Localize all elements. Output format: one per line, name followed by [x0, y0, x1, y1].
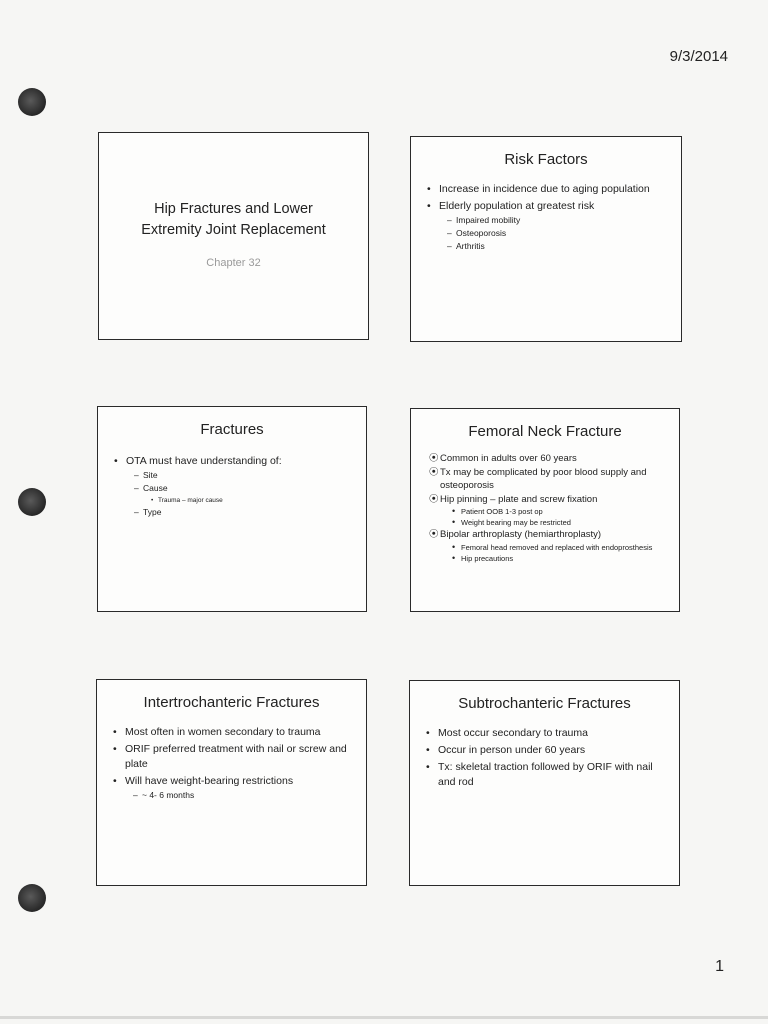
page-date: 9/3/2014 — [669, 48, 728, 65]
slide-title: Fractures — [200, 421, 264, 438]
slide-intertrochanteric-fractures — [96, 679, 367, 886]
bullet-list — [410, 726, 679, 790]
page-number: 1 — [715, 958, 724, 975]
sub-bullet-list — [126, 469, 350, 519]
bullet-item: • Tx: skeletal traction followed by ORIF with nail and rod — [426, 760, 663, 790]
bullet-list — [411, 452, 679, 564]
bullet-list — [98, 454, 366, 519]
slide-femoral-neck-fracture — [410, 408, 680, 612]
slide-title: Femoral Neck Fracture — [468, 423, 622, 440]
sub-bullet-list — [439, 214, 665, 253]
sub-bullet-item: • Patient OOB 1-3 post op — [452, 506, 665, 517]
bullet-item: • Most often in women secondary to trauma — [113, 725, 350, 740]
sub-bullet-item: – Osteoporosis — [447, 227, 665, 240]
slide-fractures — [97, 406, 367, 612]
bullet-item: • Most occur secondary to trauma — [426, 726, 663, 741]
sub-bullet-item: • Weight bearing may be restricted — [452, 517, 665, 528]
sub-bullet-item: – Site — [134, 469, 350, 482]
sub-bullet-list — [440, 506, 665, 528]
sub-bullet-item: – Arthritis — [447, 240, 665, 253]
sub-bullet-item: • Femoral head removed and replaced with endoprosthesis — [452, 542, 665, 553]
bullet-item: ⦿ Tx may be complicated by poor blood supply and osteoporosis — [429, 466, 665, 493]
bullet-item: • OTA must have understanding of: – Site – Cause • Trauma – major cause – Type — [114, 454, 350, 519]
punch-hole-middle — [18, 488, 46, 516]
punch-hole-bottom — [18, 884, 46, 912]
bullet-item: ⦿ Hip pinning – plate and screw fixation • Patient OOB 1-3 post op • Weight bearing may be restricted — [429, 493, 665, 529]
slide-subtrochanteric-fractures — [409, 680, 680, 886]
bullet-item: ⦿ Common in adults over 60 years — [429, 452, 665, 466]
slide-risk-factors — [410, 136, 682, 342]
sub-bullet-list — [125, 789, 350, 802]
sub-bullet-item: – Type — [134, 506, 350, 519]
bullet-item: • Occur in person under 60 years — [426, 743, 663, 758]
sub-bullet-item: – Impaired mobility — [447, 214, 665, 227]
sub-bullet-list — [440, 542, 665, 564]
sub-bullet-item: – ~ 4- 6 months — [133, 789, 350, 802]
slide-main-title: Hip Fractures and Lower Extremity Joint Replacement — [141, 201, 326, 238]
slide-title: Intertrochanteric Fractures — [143, 694, 320, 711]
bullet-item: ⦿ Bipolar arthroplasty (hemiarthroplasty) • Femoral head removed and replaced with endoprosthesis • Hip precautions — [429, 528, 665, 564]
slide-title: Risk Factors — [504, 151, 588, 168]
sub-bullet-item: – Cause • Trauma – major cause — [134, 482, 350, 506]
bullet-item: • ORIF preferred treatment with nail or screw and plate — [113, 742, 350, 772]
slide-title-card — [98, 132, 369, 340]
bullet-list — [411, 182, 681, 253]
slide-subtitle: Chapter 32 — [206, 257, 261, 269]
punch-hole-top — [18, 88, 46, 116]
bullet-list — [97, 725, 366, 802]
slide-title: Subtrochanteric Fractures — [458, 695, 631, 712]
bullet-item: • Increase in incidence due to aging population — [427, 182, 665, 197]
page-bottom-edge — [0, 1016, 768, 1019]
sub-sub-bullet-list — [143, 495, 350, 506]
bullet-item: • Elderly population at greatest risk – Impaired mobility – Osteoporosis – Arthritis — [427, 199, 665, 253]
sub-sub-bullet-item: • Trauma – major cause — [151, 495, 350, 506]
bullet-item: • Will have weight-bearing restrictions – ~ 4- 6 months — [113, 774, 350, 802]
sub-bullet-item: • Hip precautions — [452, 553, 665, 564]
